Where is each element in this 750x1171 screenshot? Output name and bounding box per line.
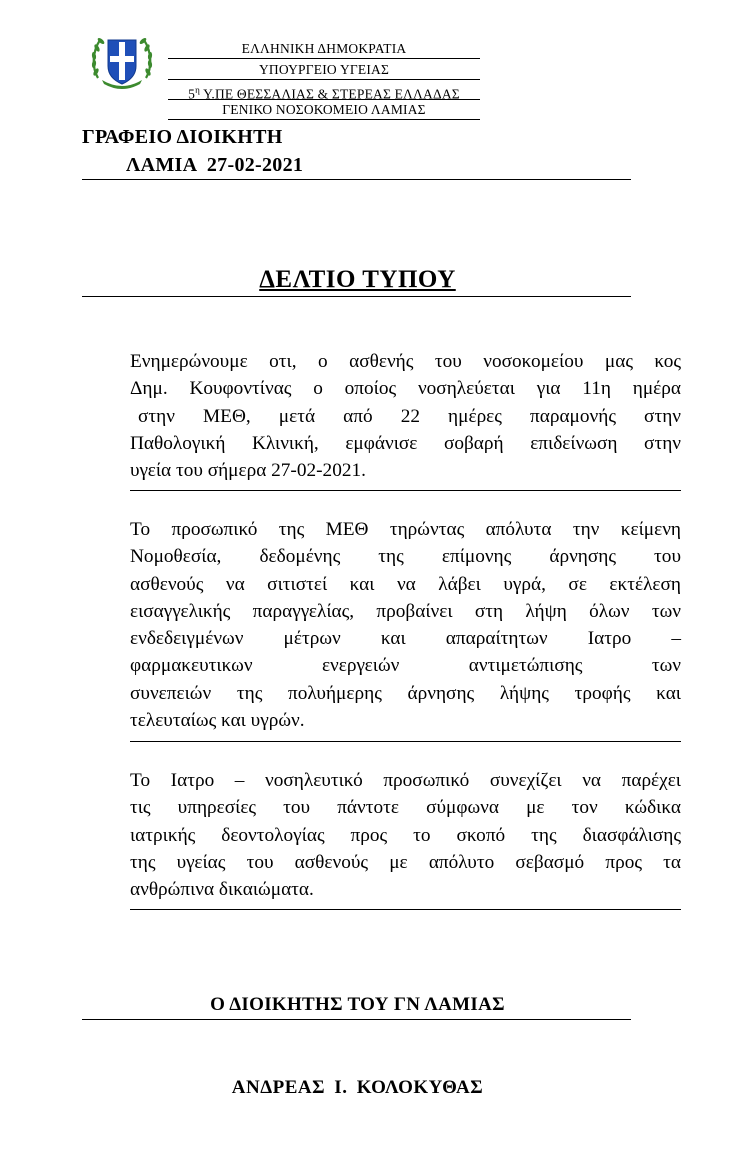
divider <box>130 909 681 910</box>
text-line: φαρμακευτικων ενεργειών αντιμετώπισης των <box>130 655 681 677</box>
text-line: Το Ιατρο – νοσηλευτικό προσωπικό συνεχίζει να παρέχει <box>130 770 681 791</box>
divider <box>130 741 681 742</box>
header-region: $5^\eta$ Υ.ΠΕ ΘΕΣΣΑΛΙΑΣ & ΣΤΕΡΕΑΣ ΕΛΛΑΔΑΣ <box>188 85 460 102</box>
text-line: Ενημερώνουμε οτι, ο ασθενής του νοσοκομείου μας κος <box>130 351 681 372</box>
divider <box>82 1019 631 1020</box>
text-line: ασθενούς να σιτιστεί και να λάβει υγρά, σε εκτέλεση <box>130 573 681 595</box>
coat-of-arms-icon <box>88 28 156 96</box>
text-line: Το προσωπικό της ΜΕΘ τηρώντας απόλυτα την κείμενη <box>130 519 681 540</box>
text-line: στην ΜΕΘ, μετά από 22 ημέρες παραμονής στην <box>138 405 681 427</box>
divider <box>82 179 631 180</box>
divider <box>130 490 681 491</box>
text-line: ενδεδειγμένων μέτρων και απαραίτητων Ιατρο – <box>130 628 681 650</box>
text-line: τελευταίως και υγρών. <box>130 710 305 732</box>
header-hospital: ΓΕΝΙΚΟ ΝΟΣΟΚΟΜΕΙΟ ΛΑΜΙΑΣ <box>222 102 426 117</box>
header-republic: ΕΛΛΗΝΙΚΗ ΔΗΜΟΚΡΑΤΙΑ <box>241 41 407 56</box>
header-rule <box>168 119 480 120</box>
text-line: Δημ. Κουφοντίνας ο οποίος νοσηλεύεται για 11η ημέρα <box>130 378 681 400</box>
text-line: ανθρώπινα δικαιώματα. <box>130 879 314 901</box>
text-line: ιατρικής δεοντολογίας προς το σκοπό της διασφάλισης <box>130 824 681 846</box>
paragraph-2 <box>130 516 681 734</box>
text-line: συνεπειών της πολυήμερης άρνησης λήψης τροφής και <box>130 682 681 704</box>
text-line: Παθολογική Κλινική, εμφάνισε σοβαρή επιδείνωση στην <box>130 432 681 454</box>
divider <box>82 296 631 297</box>
text-line: τις υπηρεσίες του πάντοτε σύμφωνα με τον κώδικα <box>130 797 681 819</box>
paragraph-1 <box>130 348 681 484</box>
signature-name: ΑΝΔΡΕΑΣ Ι. ΚΟΛΟΚΥΘΑΣ <box>231 1077 484 1098</box>
text-line: της υγείας του ασθενούς με απόλυτο σεβασμό προς τα <box>130 851 681 873</box>
header-rule <box>168 58 480 59</box>
text-line: Νομοθεσία, δεδομένης της επίμονης άρνησης του <box>130 546 681 568</box>
signature-title: Ο ΔΙΟΙΚΗΤΗΣ ΤΟΥ ΓΝ ΛΑΜΙΑΣ <box>210 994 505 1015</box>
date-line: ΛΑΜΙΑ 27-02-2021 <box>126 154 304 176</box>
paragraph-3 <box>130 767 681 903</box>
text-line: εισαγγελικής παραγγελίας, προβαίνει στη λήψη όλων των <box>130 600 681 622</box>
text-line: υγεία του σήμερα 27-02-2021. <box>130 460 366 482</box>
header-rule <box>168 99 480 100</box>
office-label: ΓΡΑΦΕΙΟ ΔΙΟΙΚΗΤΗ <box>82 126 283 148</box>
header-ministry: ΥΠΟΥΡΓΕΙΟ ΥΓΕΙΑΣ <box>258 62 390 77</box>
document-title: ΔΕΛΤΙΟ ΤΥΠΟΥ <box>259 266 456 293</box>
header-rule <box>168 79 480 80</box>
